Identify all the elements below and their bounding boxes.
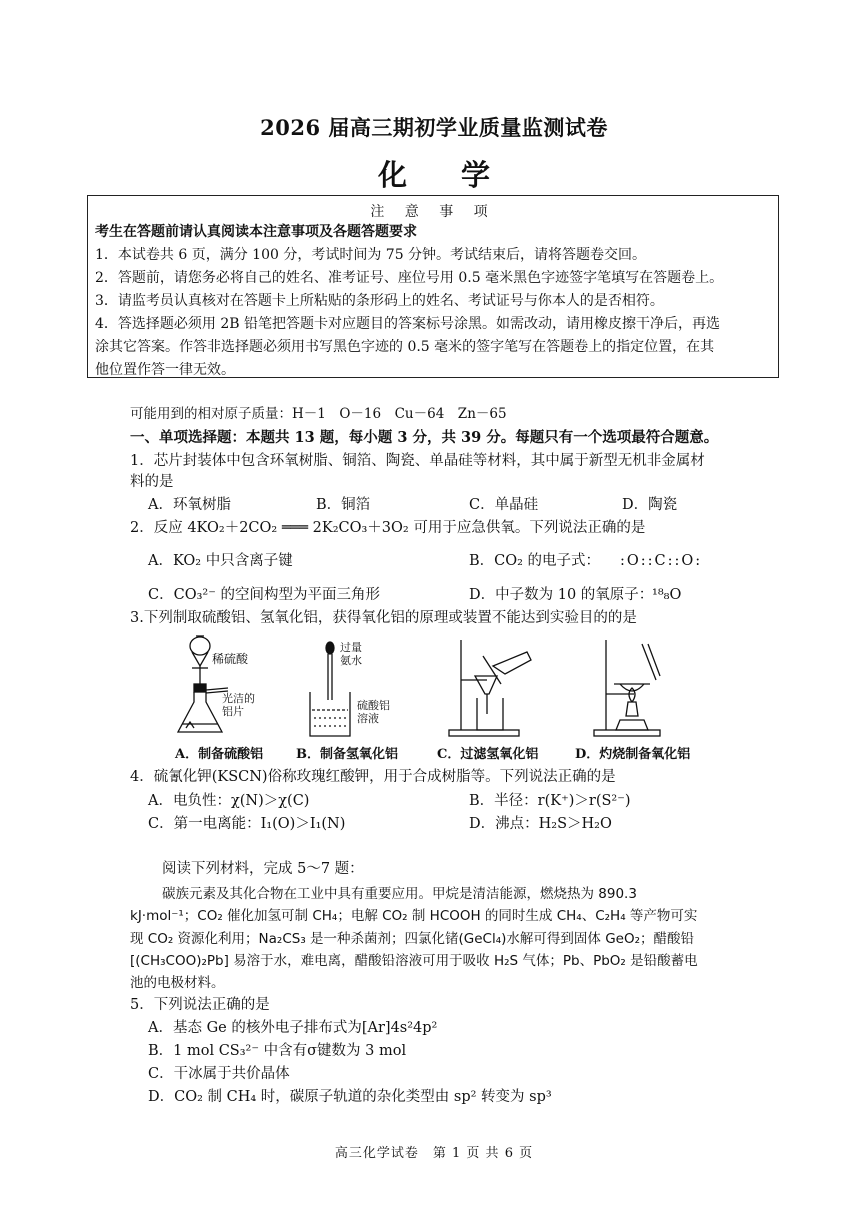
q2-option-b: B．CO₂ 的电子式： — [469, 553, 601, 569]
notice-item: 1．本试卷共 6 页，满分 100 分，考试时间为 75 分钟。考试结束后，请将答题卷交回。 — [95, 247, 647, 263]
reading-line: 现 CO₂ 资源化利用；Na₂CS₃ 是一种杀菌剂；四氯化锗(GeCl₄)水解可得到固体 GeO₂；醋酸铅 — [130, 931, 695, 947]
exam-title: 2026 届高三期初学业质量监测试卷 — [260, 115, 608, 140]
q2-electron-formula: :O::C::O: — [620, 553, 703, 569]
notice-box — [87, 195, 779, 378]
label-dilute-acid: 稀硫酸 — [212, 652, 249, 666]
notice-item: 2．答题前，请您务必将自己的姓名、准考证号、座位号用 0.5 毫米黑色字迹签字笔填写在答题卷上。 — [95, 270, 724, 286]
label-aluminum-sulfate: 硫酸铝 溶液 — [357, 699, 390, 725]
label-ammonia: 过量 氨水 — [340, 641, 362, 667]
q4-stem: 4．硫氰化钾(KSCN)俗称玫瑰红酸钾，用于合成树脂等。下列说法正确的是 — [130, 769, 616, 785]
q4-option-b: B．半径：r(K⁺)＞r(S²⁻) — [469, 793, 631, 809]
reading-line: [(CH₃COO)₂Pb] 易溶于水，难电离，醋酸铅溶液可用于吸收 H₂S 气体；Pb、PbO₂ 是铅酸蓄电 — [130, 953, 698, 969]
reading-line: kJ·mol⁻¹；CO₂ 催化加氢可制 CH₄；电解 CO₂ 制 HCOOH 的同时生成 CH₄、C₂H₄ 等产物可实 — [130, 908, 698, 924]
q2-stem: 2．反应 4KO₂＋2CO₂ ═══ 2K₂CO₃＋3O₂ 可用于应急供氧。下列说法正确的是 — [130, 520, 646, 536]
apparatus-d-image — [590, 636, 670, 738]
atomic-masses: 可能用到的相对原子质量：H－1 O－16 Cu－64 Zn－65 — [130, 406, 507, 422]
notice-item: 3．请监考员认真核对在答题卡上所粘贴的条形码上的姓名、考试证号与你本人的是否相符。 — [95, 293, 664, 309]
section-heading: 一、单项选择题：本题共 13 题，每小题 3 分，共 39 分。每题只有一个选项最符合题意。 — [130, 429, 719, 446]
notice-heading: 注 意 事 项 — [370, 204, 496, 220]
reading-intro: 阅读下列材料，完成 5～7 题： — [162, 861, 364, 877]
q5-option-c: C．干冰属于共价晶体 — [148, 1066, 290, 1082]
notice-item: 4．答选择题必须用 2B 铅笔把答题卡对应题目的答案标号涂黑。如需改动，请用橡皮擦干净后，再选 — [95, 316, 721, 332]
q4-option-d: D．沸点：H₂S＞H₂O — [469, 816, 612, 832]
q2-option-a: A．KO₂ 中只含离子键 — [148, 553, 293, 569]
q2-option-c: C．CO₃²⁻ 的空间构型为平面三角形 — [148, 587, 380, 603]
caption-c: C．过滤氢氧化铝 — [437, 747, 539, 762]
page-footer: 高三化学试卷 第 1 页 共 6 页 — [334, 1146, 534, 1161]
q5-stem: 5．下列说法正确的是 — [130, 997, 270, 1013]
q5-option-d: D．CO₂ 制 CH₄ 时，碳原子轨道的杂化类型由 sp² 转变为 sp³ — [148, 1089, 552, 1105]
q2-option-d: D．中子数为 10 的氧原子： — [469, 587, 654, 603]
apparatus-c-image — [445, 636, 535, 738]
q1-option-a: A．环氧树脂 — [148, 497, 231, 513]
q1-stem-cont: 料的是 — [130, 474, 174, 490]
q2-oxygen-symbol: ¹⁸₈O — [652, 587, 682, 603]
subject-title: 化 学 — [377, 158, 513, 192]
notice-item: 涂其它答案。作答非选择题必须用书写黑色字迹的 0.5 毫米的签字笔写在答题卷上的指定位置，在其 — [95, 339, 715, 355]
apparatus-a-image — [170, 632, 260, 737]
q1-option-b: B．铜箔 — [316, 497, 371, 513]
q3-stem: 3.下列制取硫酸铝、氢氧化铝，获得氧化铝的原理或装置不能达到实验目的的是 — [130, 610, 637, 626]
q1-option-d: D．陶瓷 — [622, 497, 678, 513]
q4-option-a: A．电负性：χ(N)＞χ(C) — [148, 793, 310, 809]
q1-option-c: C．单晶硅 — [469, 497, 539, 513]
reading-line: 碳族元素及其化合物在工业中具有重要应用。甲烷是清洁能源，燃烧热为 890.3 — [162, 886, 637, 902]
caption-d: D．灼烧制备氧化铝 — [575, 747, 691, 762]
caption-b: B．制备氢氧化铝 — [296, 747, 398, 762]
q5-option-b: B．1 mol CS₃²⁻ 中含有σ键数为 3 mol — [148, 1043, 407, 1059]
notice-item: 他位置作答一律无效。 — [95, 362, 235, 378]
notice-intro: 考生在答题前请认真阅读本注意事项及各题答题要求 — [95, 224, 417, 240]
reading-line: 池的电极材料。 — [130, 975, 225, 991]
q5-option-a: A．基态 Ge 的核外电子排布式为[Ar]4s²4p² — [148, 1020, 438, 1036]
q1-stem: 1．芯片封装体中包含环氧树脂、铜箔、陶瓷、单晶硅等材料，其中属于新型无机非金属材 — [130, 453, 705, 469]
q4-option-c: C．第一电离能：I₁(O)＞I₁(N) — [148, 816, 346, 832]
label-aluminum: 光洁的 铝片 — [222, 692, 255, 718]
caption-a: A．制备硫酸铝 — [175, 747, 264, 762]
